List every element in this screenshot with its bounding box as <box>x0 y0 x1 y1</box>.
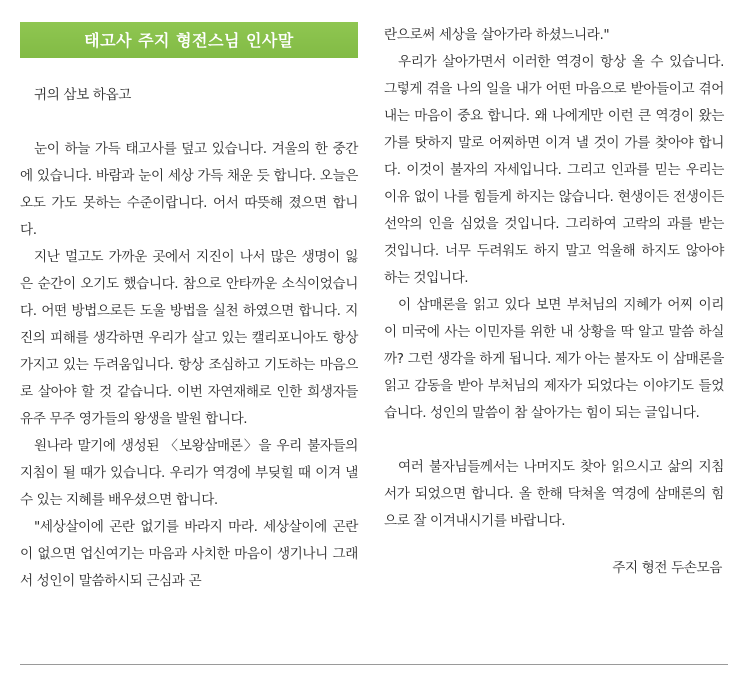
paragraph-closing: 여러 불자님들께서는 나머지도 찾아 읽으시고 삶의 지침서가 되었으면 합니다. 올 한해 닥쳐올 역경에 삼매론의 힘으로 잘 이겨내시기를 바랍니다. <box>384 459 724 529</box>
paragraph-adversity: 우리가 살아가면서 이러한 역경이 항상 올 수 있습니다. 그렇게 겪을 나의 일을 내가 어떤 마음으로 받아들이고 겪어내는 마음이 중요 합니다. 왜 나에게만 이런 큰 역경이 왔는가를 탓하지 말로 어찌하면 이겨 낼 것이 가를 찾아야 합니다. 이것이 불자의 자세입니다. 그리고 인과를 믿는 우리는 이유 없이 나를 힘들게 하지는 않습니다. 현생이든 전생이든 선악의 인을 심었을 것입니다. 그리하여 고락의 과를 받는 것입니다. 너무 두려워도 하지 말고 억울해 하지도 않아야 하는 것입니다. <box>384 54 724 286</box>
paragraph-earthquake: 지난 멀고도 가까운 곳에서 지진이 나서 많은 생명이 잃은 순간이 오기도 했습니다. 참으로 안타까운 소식이었습니다. 어떤 방법으로든 도울 방법을 실천 하였으면 합니다. 지진의 피해를 생각하면 우리가 살고 있는 캘리포니아도 항상 가지고 있는 두려움입니다. 항상 조심하고 기도하는 마음으로 살아야 할 것 같습니다. 이번 자연재해로 인한 희생자들 유주 무주 영가들의 왕생을 발원 합니다. <box>20 249 358 427</box>
paragraph-snow: 눈이 하늘 가득 태고사를 덮고 있습니다. 겨울의 한 중간에 있습니다. 바람과 눈이 세상 가득 채운 듯 합니다. 오늘은 오도 가도 못하는 수준이랍니다. 어서 따뜻해 졌으면 합니다. <box>20 141 358 238</box>
paragraph-quote-end: 란으로써 세상을 살아가라 하셨느니라." <box>384 27 610 43</box>
right-column <box>384 0 724 582</box>
greeting-line: 귀의 삼보 하옵고 <box>34 87 131 103</box>
bottom-divider <box>20 664 728 665</box>
paragraph-quote-start: "세상살이에 곤란 없기를 바라지 마라. 세상살이에 곤란이 없으면 업신여기는 마음과 사치한 마음이 생기나니 그래서 성인이 말씀하시되 근심과 곤 <box>20 519 358 589</box>
paragraph-spacer <box>384 427 724 454</box>
article-title: 태고사 주지 형전스님 인사말 <box>20 22 358 58</box>
signature: 주지 형전 두손모음 <box>612 560 722 576</box>
paragraph-bowang-sammaeron: 원나라 말기에 생성된 〈보왕삼매론〉을 우리 불자들의 지침이 될 때가 있습니다. 우리가 역경에 부딪힐 때 이겨 낼 수 있는 지혜를 배우셨으면 합니다. <box>20 438 358 508</box>
left-column <box>20 0 358 595</box>
paragraph-wisdom: 이 삼매론을 읽고 있다 보면 부처님의 지혜가 어찌 이리 이 미국에 사는 이민자를 위한 내 상황을 딱 알고 말씀 하실까? 그런 생각을 하게 됩니다. 제가 아는 불자도 이 삼매론을 읽고 감동을 받아 부처님의 제자가 되었다는 이야기도 들었습니다. 성인의 말씀이 참 살아가는 힘이 되는 글입니다. <box>384 297 724 421</box>
